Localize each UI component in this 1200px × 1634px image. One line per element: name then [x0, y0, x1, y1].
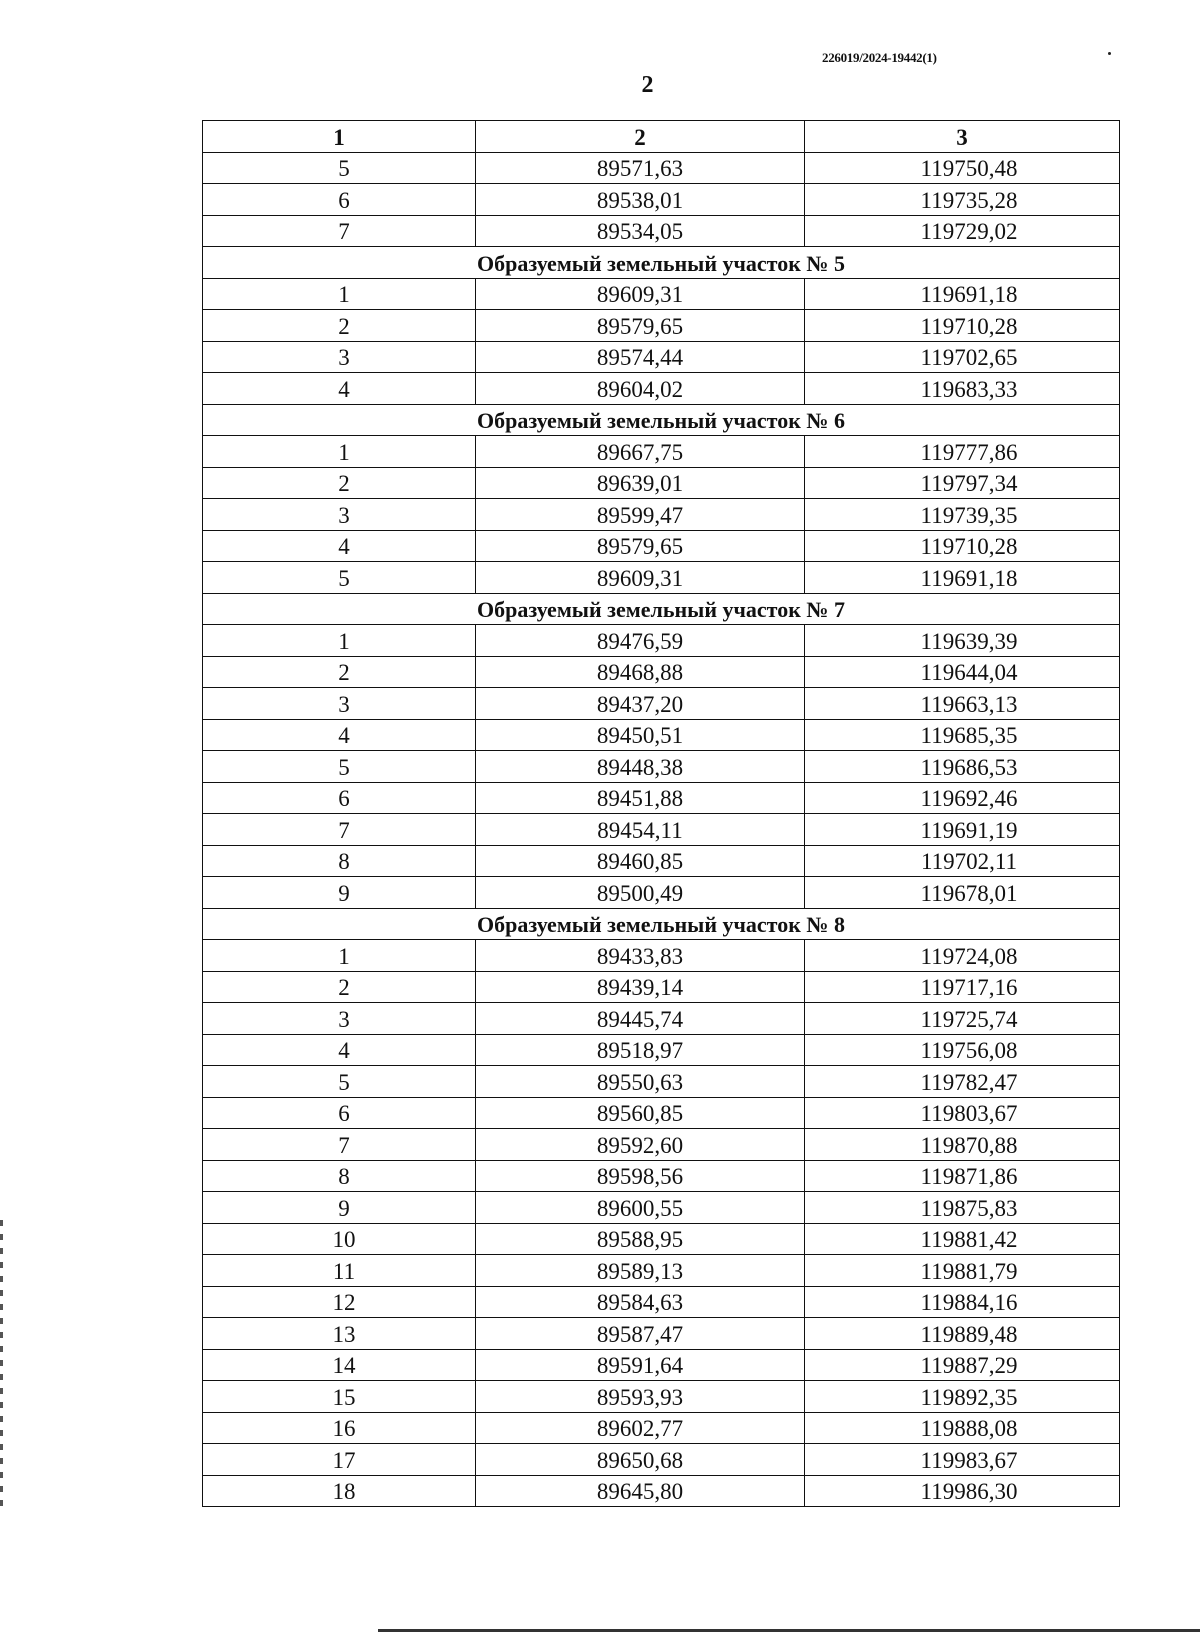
coordinate-x: 89571,63	[476, 152, 805, 184]
coordinate-y: 119644,04	[805, 656, 1120, 688]
table-row	[203, 152, 1120, 184]
table-row	[203, 1066, 1120, 1098]
coordinate-x: 89593,93	[476, 1381, 805, 1413]
table-row	[203, 436, 1120, 468]
coordinate-x: 89500,49	[476, 877, 805, 909]
table-row	[203, 719, 1120, 751]
coordinate-y: 119678,01	[805, 877, 1120, 909]
coordinate-y: 119683,33	[805, 373, 1120, 405]
coordinate-x: 89451,88	[476, 782, 805, 814]
coordinate-x: 89579,65	[476, 310, 805, 342]
point-number: 5	[203, 562, 476, 594]
point-number: 4	[203, 1034, 476, 1066]
table-row	[203, 940, 1120, 972]
table-row	[203, 1381, 1120, 1413]
point-number: 11	[203, 1255, 476, 1287]
table-row	[203, 845, 1120, 877]
table-row	[203, 751, 1120, 783]
coordinate-y: 119756,08	[805, 1034, 1120, 1066]
table-row	[203, 971, 1120, 1003]
section-row	[203, 247, 1120, 279]
coordinate-y: 119685,35	[805, 719, 1120, 751]
point-number: 6	[203, 782, 476, 814]
point-number: 3	[203, 499, 476, 531]
table-row	[203, 1003, 1120, 1035]
page-number: 2	[641, 72, 654, 98]
coordinate-x: 89599,47	[476, 499, 805, 531]
table-row	[203, 1318, 1120, 1350]
table-row	[203, 1192, 1120, 1224]
column-header-3: 3	[805, 121, 1120, 153]
table-row	[203, 530, 1120, 562]
table-row	[203, 877, 1120, 909]
coordinate-y: 119892,35	[805, 1381, 1120, 1413]
point-number: 7	[203, 814, 476, 846]
coordinate-y: 119717,16	[805, 971, 1120, 1003]
coordinate-x: 89518,97	[476, 1034, 805, 1066]
table-row	[203, 467, 1120, 499]
point-number: 6	[203, 1097, 476, 1129]
coordinate-y: 119884,16	[805, 1286, 1120, 1318]
table-row	[203, 1034, 1120, 1066]
coordinate-x: 89591,64	[476, 1349, 805, 1381]
coordinate-x: 89600,55	[476, 1192, 805, 1224]
column-header-1: 1	[203, 121, 476, 153]
coordinate-y: 119986,30	[805, 1475, 1120, 1507]
coordinate-x: 89448,38	[476, 751, 805, 783]
table-row	[203, 1349, 1120, 1381]
coordinate-x: 89538,01	[476, 184, 805, 216]
table-row	[203, 625, 1120, 657]
table-row	[203, 373, 1120, 405]
table-row	[203, 215, 1120, 247]
coordinate-x: 89550,63	[476, 1066, 805, 1098]
coordinate-x: 89604,02	[476, 373, 805, 405]
coordinate-x: 89437,20	[476, 688, 805, 720]
coordinate-y: 119881,42	[805, 1223, 1120, 1255]
coordinate-x: 89454,11	[476, 814, 805, 846]
table-row	[203, 1129, 1120, 1161]
section-title: Образуемый земельный участок № 7	[203, 593, 1120, 625]
coordinate-y: 119777,86	[805, 436, 1120, 468]
coordinate-y: 119875,83	[805, 1192, 1120, 1224]
table-row	[203, 1097, 1120, 1129]
point-number: 7	[203, 215, 476, 247]
coordinate-x: 89645,80	[476, 1475, 805, 1507]
coordinate-y: 119725,74	[805, 1003, 1120, 1035]
coordinate-x: 89587,47	[476, 1318, 805, 1350]
coordinate-x: 89588,95	[476, 1223, 805, 1255]
table-row	[203, 310, 1120, 342]
table-row	[203, 1286, 1120, 1318]
point-number: 2	[203, 467, 476, 499]
coordinate-y: 119739,35	[805, 499, 1120, 531]
coordinate-y: 119889,48	[805, 1318, 1120, 1350]
scan-edge-marks	[0, 1220, 3, 1510]
coordinate-y: 119871,86	[805, 1160, 1120, 1192]
coordinate-x: 89609,31	[476, 278, 805, 310]
coordinate-x: 89650,68	[476, 1444, 805, 1476]
point-number: 5	[203, 751, 476, 783]
coordinate-x: 89592,60	[476, 1129, 805, 1161]
coordinate-x: 89574,44	[476, 341, 805, 373]
table-row	[203, 499, 1120, 531]
coordinate-y: 119692,46	[805, 782, 1120, 814]
table-body	[203, 152, 1120, 1507]
coordinate-y: 119702,11	[805, 845, 1120, 877]
point-number: 18	[203, 1475, 476, 1507]
table-header-row	[203, 121, 1120, 153]
coordinate-y: 119691,18	[805, 562, 1120, 594]
coordinate-y: 119983,67	[805, 1444, 1120, 1476]
column-header-2: 2	[476, 121, 805, 153]
point-number: 4	[203, 719, 476, 751]
section-title: Образуемый земельный участок № 6	[203, 404, 1120, 436]
coordinate-y: 119710,28	[805, 310, 1120, 342]
bottom-scan-line	[378, 1629, 1200, 1632]
coordinate-y: 119881,79	[805, 1255, 1120, 1287]
point-number: 1	[203, 436, 476, 468]
scan-speck	[1108, 52, 1111, 55]
coordinate-x: 89598,56	[476, 1160, 805, 1192]
coordinate-x: 89433,83	[476, 940, 805, 972]
coordinate-y: 119803,67	[805, 1097, 1120, 1129]
point-number: 5	[203, 152, 476, 184]
table-row	[203, 782, 1120, 814]
point-number: 4	[203, 530, 476, 562]
coordinate-y: 119691,18	[805, 278, 1120, 310]
point-number: 2	[203, 310, 476, 342]
section-title: Образуемый земельный участок № 8	[203, 908, 1120, 940]
coordinate-y: 119888,08	[805, 1412, 1120, 1444]
table-row	[203, 1255, 1120, 1287]
table-row	[203, 562, 1120, 594]
coordinate-x: 89667,75	[476, 436, 805, 468]
point-number: 7	[203, 1129, 476, 1161]
coordinate-x: 89476,59	[476, 625, 805, 657]
table-row	[203, 814, 1120, 846]
coordinates-table	[202, 120, 1120, 1507]
coordinate-x: 89579,65	[476, 530, 805, 562]
coordinate-x: 89534,05	[476, 215, 805, 247]
coordinate-x: 89560,85	[476, 1097, 805, 1129]
section-row	[203, 404, 1120, 436]
table-row	[203, 1223, 1120, 1255]
point-number: 1	[203, 940, 476, 972]
coordinate-y: 119710,28	[805, 530, 1120, 562]
point-number: 3	[203, 341, 476, 373]
coordinate-y: 119691,19	[805, 814, 1120, 846]
coordinate-y: 119686,53	[805, 751, 1120, 783]
point-number: 9	[203, 877, 476, 909]
table-row	[203, 1475, 1120, 1507]
point-number: 15	[203, 1381, 476, 1413]
table-row	[203, 184, 1120, 216]
point-number: 6	[203, 184, 476, 216]
coordinate-x: 89602,77	[476, 1412, 805, 1444]
coordinate-x: 89609,31	[476, 562, 805, 594]
table-row	[203, 688, 1120, 720]
coordinate-y: 119887,29	[805, 1349, 1120, 1381]
point-number: 10	[203, 1223, 476, 1255]
point-number: 3	[203, 688, 476, 720]
coordinate-y: 119735,28	[805, 184, 1120, 216]
table-row	[203, 1444, 1120, 1476]
coordinate-y: 119797,34	[805, 467, 1120, 499]
table-row	[203, 278, 1120, 310]
coordinate-y: 119663,13	[805, 688, 1120, 720]
point-number: 14	[203, 1349, 476, 1381]
point-number: 12	[203, 1286, 476, 1318]
point-number: 16	[203, 1412, 476, 1444]
section-row	[203, 593, 1120, 625]
point-number: 2	[203, 656, 476, 688]
point-number: 13	[203, 1318, 476, 1350]
coordinate-y: 119750,48	[805, 152, 1120, 184]
coordinate-x: 89584,63	[476, 1286, 805, 1318]
coordinate-y: 119702,65	[805, 341, 1120, 373]
point-number: 9	[203, 1192, 476, 1224]
point-number: 1	[203, 278, 476, 310]
point-number: 1	[203, 625, 476, 657]
coordinate-x: 89468,88	[476, 656, 805, 688]
table-row	[203, 1160, 1120, 1192]
coordinate-x: 89639,01	[476, 467, 805, 499]
coordinate-y: 119724,08	[805, 940, 1120, 972]
point-number: 17	[203, 1444, 476, 1476]
coordinate-x: 89445,74	[476, 1003, 805, 1035]
coordinate-x: 89460,85	[476, 845, 805, 877]
point-number: 8	[203, 1160, 476, 1192]
coordinate-x: 89589,13	[476, 1255, 805, 1287]
point-number: 8	[203, 845, 476, 877]
coordinate-y: 119870,88	[805, 1129, 1120, 1161]
point-number: 5	[203, 1066, 476, 1098]
doc-number: 226019/2024-19442(1)	[822, 50, 937, 65]
coordinate-y: 119782,47	[805, 1066, 1120, 1098]
section-row	[203, 908, 1120, 940]
coordinate-x: 89450,51	[476, 719, 805, 751]
point-number: 4	[203, 373, 476, 405]
table-row	[203, 341, 1120, 373]
table-row	[203, 656, 1120, 688]
point-number: 3	[203, 1003, 476, 1035]
coordinate-y: 119729,02	[805, 215, 1120, 247]
coordinate-x: 89439,14	[476, 971, 805, 1003]
table-row	[203, 1412, 1120, 1444]
coordinate-y: 119639,39	[805, 625, 1120, 657]
section-title: Образуемый земельный участок № 5	[203, 247, 1120, 279]
point-number: 2	[203, 971, 476, 1003]
